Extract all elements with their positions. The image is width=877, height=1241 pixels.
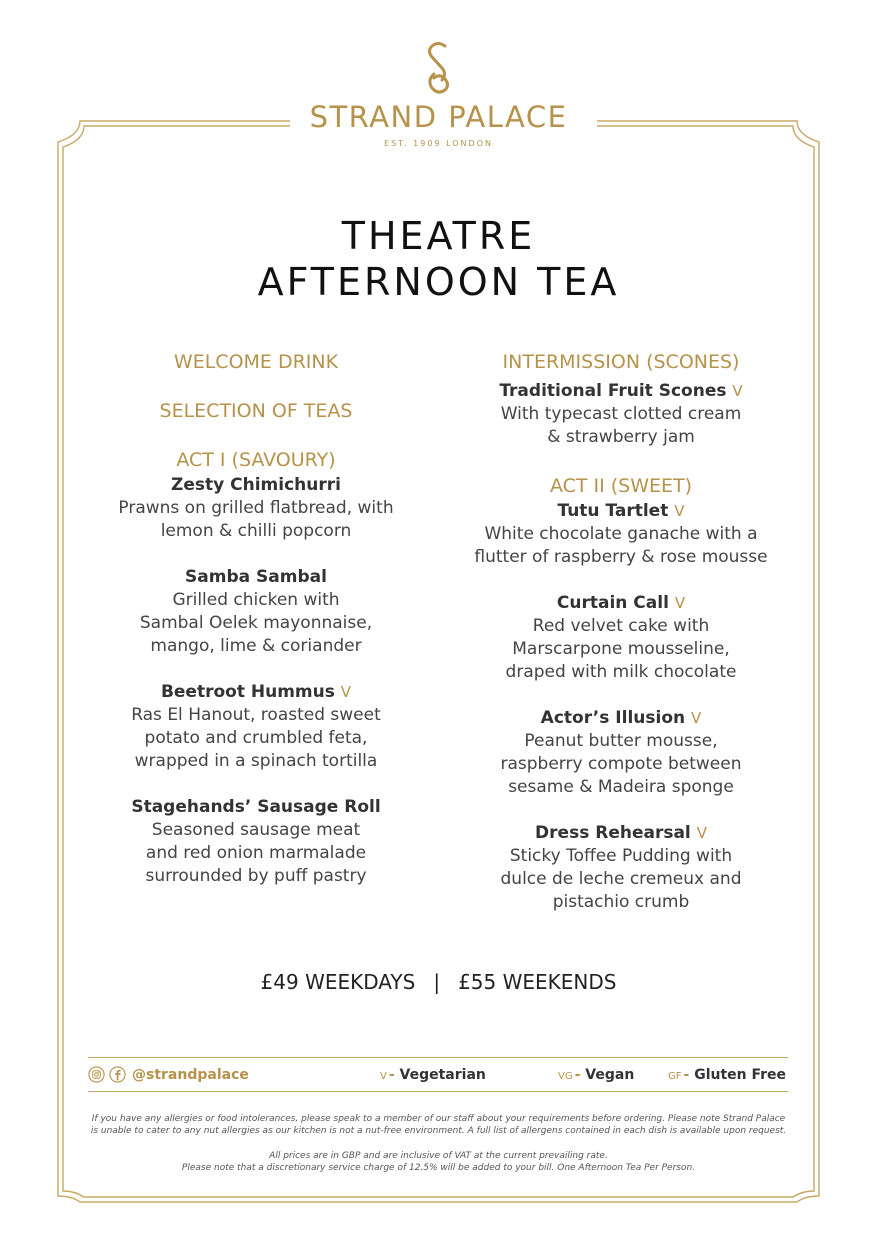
price-weekdays: £49 WEEKDAYS bbox=[260, 970, 416, 994]
legend-gluten-free: GF - Gluten Free bbox=[668, 1067, 787, 1083]
dish-desc-line: flutter of raspberry & rose mousse bbox=[474, 547, 768, 567]
vegetarian-mark: V bbox=[674, 502, 685, 520]
dish-desc-line: Ras El Hanout, roasted sweet bbox=[131, 705, 381, 725]
dish-desc-line: and red onion marmalade bbox=[145, 843, 367, 863]
dish-desc-line: Sambal Oelek mayonnaise, bbox=[139, 613, 373, 633]
right-column bbox=[456, 350, 786, 914]
vegetarian-mark: V bbox=[732, 382, 743, 400]
legend-code: VG bbox=[558, 1071, 573, 1082]
dish-item bbox=[456, 707, 786, 799]
legend-label: Vegetarian bbox=[399, 1067, 486, 1083]
dish-desc-line: Sticky Toffee Pudding with bbox=[509, 846, 733, 866]
legend-vegetarian: V - Vegetarian bbox=[380, 1067, 486, 1083]
act1-heading: ACT I (SAVOURY) bbox=[176, 449, 336, 471]
price-notice bbox=[60, 1150, 817, 1174]
dish-item bbox=[96, 474, 416, 543]
dish-desc-line: dulce de leche cremeux and bbox=[500, 869, 742, 889]
vegetarian-mark: V bbox=[696, 824, 707, 842]
dish-name: Dress Rehearsal V bbox=[535, 823, 707, 843]
footer-divider-top bbox=[88, 1057, 788, 1058]
dish-desc-line: Marscarpone mousseline, bbox=[512, 639, 730, 659]
footer-divider-bottom bbox=[88, 1091, 788, 1092]
dish-desc-line: pistachio crumb bbox=[552, 892, 690, 912]
legend-code: V bbox=[380, 1071, 387, 1082]
dish-desc-line: raspberry compote between bbox=[500, 754, 742, 774]
dish-desc-line: potato and crumbled feta, bbox=[144, 728, 368, 748]
brand-name: STRAND PALACE bbox=[309, 100, 568, 134]
menu-title-line1: THEATRE bbox=[341, 214, 536, 258]
dish-desc-line: wrapped in a spinach tortilla bbox=[134, 751, 378, 771]
dish-name: Actor’s Illusion V bbox=[540, 708, 702, 728]
menu-title-line2: AFTERNOON TEA bbox=[257, 260, 620, 304]
dish-name: Curtain Call V bbox=[556, 593, 686, 613]
legend-label: Vegan bbox=[585, 1067, 635, 1083]
vegetarian-mark: V bbox=[340, 683, 352, 701]
price-weekends: £55 WEEKENDS bbox=[458, 970, 617, 994]
dish-desc-line: mango, lime & coriander bbox=[150, 636, 362, 656]
dish-desc-line: & strawberry jam bbox=[547, 427, 695, 447]
dish-desc-line: Peanut butter mousse, bbox=[524, 731, 718, 751]
welcome-drink-heading: WELCOME DRINK bbox=[173, 351, 339, 373]
dish-name: Tutu Tartlet V bbox=[557, 501, 685, 521]
dish-desc-line: White chocolate ganache with a bbox=[484, 524, 758, 544]
instagram-icon[interactable] bbox=[88, 1066, 105, 1083]
dish-item bbox=[456, 822, 786, 914]
intermission-heading: INTERMISSION (SCONES) bbox=[502, 351, 740, 373]
dish-desc-line: draped with milk chocolate bbox=[505, 662, 737, 682]
dish-desc-line: Prawns on grilled flatbread, with bbox=[118, 498, 394, 518]
dish-item bbox=[456, 380, 786, 449]
left-column bbox=[96, 350, 416, 888]
dish-name: Beetroot Hummus V bbox=[160, 682, 352, 702]
dish-name: Zesty Chimichurri bbox=[171, 475, 341, 495]
brand-tagline: EST. 1909 LONDON bbox=[384, 139, 493, 148]
allergy-notice bbox=[60, 1113, 817, 1137]
social-links bbox=[88, 1066, 249, 1083]
social-handle[interactable]: @strandpalace bbox=[132, 1066, 249, 1083]
dish-item bbox=[96, 681, 416, 773]
facebook-icon[interactable] bbox=[109, 1066, 126, 1083]
dish-desc-line: Grilled chicken with bbox=[172, 590, 340, 610]
footer-row bbox=[88, 1066, 788, 1086]
dish-desc-line: surrounded by puff pastry bbox=[145, 866, 367, 886]
price-notice-line: All prices are in GBP and are inclusive of VAT at the current prevailing rate. bbox=[269, 1151, 608, 1161]
price-separator: | bbox=[433, 970, 441, 994]
price-notice-line: Please note that a discretionary service charge of 12.5% will be added to your bill. One Afternoon Tea Per Person. bbox=[181, 1163, 696, 1173]
dish-desc-line: Red velvet cake with bbox=[532, 616, 710, 636]
vegetarian-mark: V bbox=[691, 709, 702, 727]
dish-name: Samba Sambal bbox=[185, 567, 327, 587]
monogram-s-icon bbox=[418, 40, 458, 100]
legend-label: Gluten Free bbox=[694, 1067, 787, 1083]
dish-name: Traditional Fruit Scones V bbox=[499, 381, 743, 401]
dish-desc-line: lemon & chilli popcorn bbox=[160, 521, 352, 541]
dish-item bbox=[96, 566, 416, 658]
legend-vegan: VG - Vegan bbox=[558, 1067, 635, 1083]
dish-desc-line: Seasoned sausage meat bbox=[151, 820, 361, 840]
dish-desc-line: sesame & Madeira sponge bbox=[508, 777, 734, 797]
act2-heading: ACT II (SWEET) bbox=[549, 475, 693, 497]
vegetarian-mark: V bbox=[674, 594, 686, 612]
allergy-notice-line: is unable to cater to any nut allergies as our kitchen is not a nut-free environment. A full list of allergens contained in each dish is available upon request. bbox=[90, 1126, 787, 1136]
teas-heading: SELECTION OF TEAS bbox=[159, 400, 353, 422]
allergy-notice-line: If you have any allergies or food intolerances, please speak to a member of our staff about your requirements before ordering. Please note Strand Palace bbox=[91, 1114, 786, 1124]
price-line bbox=[0, 970, 877, 994]
menu-title bbox=[0, 213, 877, 305]
dish-desc-line: With typecast clotted cream bbox=[500, 404, 742, 424]
dish-item bbox=[456, 592, 786, 684]
dish-item bbox=[96, 796, 416, 888]
dish-item bbox=[456, 500, 786, 569]
legend-code: GF bbox=[668, 1071, 682, 1082]
dish-name: Stagehands’ Sausage Roll bbox=[131, 797, 381, 817]
